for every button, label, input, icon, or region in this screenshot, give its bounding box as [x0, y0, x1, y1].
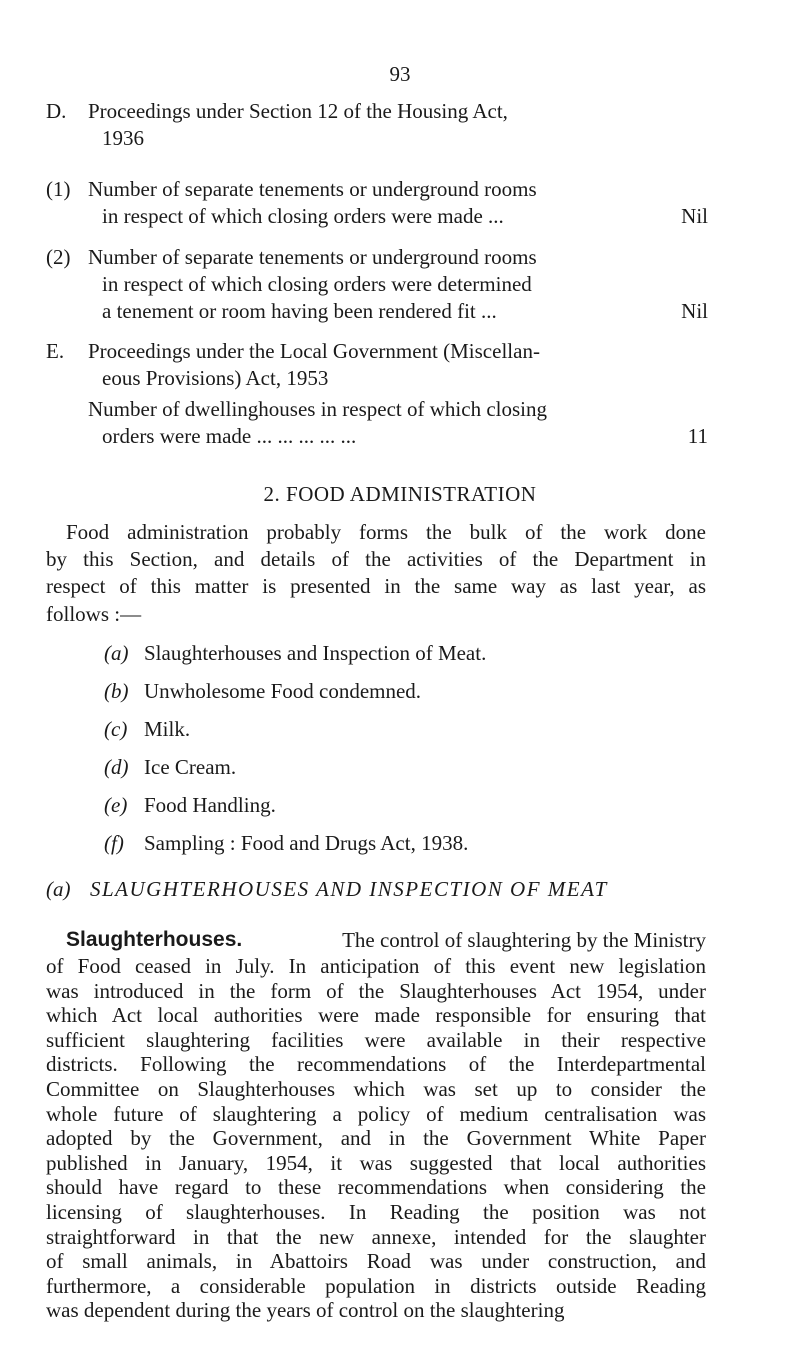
list-item-text: Unwholesome Food condemned. — [144, 679, 422, 703]
item-1-value: Nil — [681, 204, 708, 228]
item-2-value: Nil — [681, 299, 708, 323]
slaughter-line: adopted by the Government, and in the Government White Paper — [46, 1126, 706, 1151]
item-2-number: (2) — [46, 245, 71, 269]
item-2-line3: a tenement or room having been rendered fit ... — [102, 299, 497, 323]
slaughter-first-line — [66, 927, 706, 953]
slaughter-line: sufficient slaughtering facilities were available in their respective — [46, 1027, 706, 1052]
section-e-heading-line2: eous Provisions) Act, 1953 — [102, 366, 329, 390]
slaughter-line: of Food ceased in July. In anticipation of this event new legislation — [46, 954, 706, 978]
section-e-line2: orders were made ... ... ... ... ... — [102, 424, 357, 448]
slaughter-line: whole future of slaughtering a policy of medium centralisation was — [46, 1101, 706, 1126]
section-d-letter: D. — [46, 99, 67, 123]
slaughter-line: which Act local authorities were made responsible for ensuring that — [46, 1003, 706, 1028]
section-e-heading-line1: Proceedings under the Local Government (Miscellan- — [88, 339, 540, 363]
list-item-key: (b) — [104, 679, 129, 703]
list-item-key: (f) — [104, 831, 124, 855]
list-item-key: (c) — [104, 717, 128, 741]
food-administration-title: 2. FOOD ADMINISTRATION — [263, 482, 537, 506]
slaughter-lead: Slaughterhouses. — [66, 928, 243, 952]
item-1-line1: Number of separate tenements or underground rooms — [88, 177, 537, 201]
food-para-line: Food administration probably forms the bulk of the work done — [66, 520, 706, 544]
slaughter-line: was dependent during the years of control on the slaughtering — [46, 1298, 565, 1323]
item-2-line1: Number of separate tenements or underground rooms — [88, 245, 537, 269]
food-para-line: by this Section, and details of the activities of the Department in — [46, 547, 706, 571]
slaughter-line: of small animals, in Abattoirs Road was under construction, and — [46, 1249, 706, 1274]
slaughter-line: was introduced in the form of the Slaughterhouses Act 1954, under — [46, 978, 706, 1003]
list-item-text: Slaughterhouses and Inspection of Meat. — [144, 641, 487, 665]
list-item-text: Ice Cream. — [144, 755, 237, 779]
list-item-text: Milk. — [144, 717, 191, 741]
subheading-slaughterhouses: SLAUGHTERHOUSES AND INSPECTION OF MEAT — [90, 877, 608, 901]
slaughter-line: districts. Following the recommendations of the Interdepartmental — [46, 1052, 706, 1077]
subheading-key: (a) — [46, 877, 71, 901]
slaughter-first-rest: The control of slaughtering by the Ministry — [342, 928, 706, 953]
item-2-line2: in respect of which closing orders were determined — [102, 272, 532, 296]
section-e-value: 11 — [687, 424, 708, 448]
item-1-line2: in respect of which closing orders were made ... — [102, 204, 504, 228]
slaughter-line: published in January, 1954, it was suggested that local authorities — [46, 1150, 706, 1175]
item-1-number: (1) — [46, 177, 71, 201]
food-para-line: respect of this matter is presented in the same way as last year, as — [46, 574, 706, 598]
section-d-heading-line1: Proceedings under Section 12 of the Housing Act, — [88, 99, 508, 123]
slaughter-line: licensing of slaughterhouses. In Reading the position was not — [46, 1200, 706, 1224]
page-number: 93 — [389, 62, 411, 86]
section-e-letter: E. — [46, 339, 65, 363]
section-e-line1: Number of dwellinghouses in respect of which closing — [88, 397, 547, 421]
list-item-text: Sampling : Food and Drugs Act, 1938. — [144, 831, 469, 855]
list-item-key: (a) — [104, 641, 129, 665]
section-d-heading-line2: 1936 — [102, 126, 144, 150]
slaughter-line: Committee on Slaughterhouses which was set up to consider the — [46, 1077, 706, 1101]
slaughter-line: should have regard to these recommendations when considering the — [46, 1175, 706, 1200]
list-item-text: Food Handling. — [144, 793, 276, 817]
slaughter-line: furthermore, a considerable population in districts outside Reading — [46, 1273, 706, 1298]
list-item-key: (d) — [104, 755, 129, 779]
food-para-line: follows :— — [46, 602, 142, 626]
slaughter-line: straightforward in that the new annexe, intended for the slaughter — [46, 1224, 706, 1249]
list-item-key: (e) — [104, 793, 128, 817]
